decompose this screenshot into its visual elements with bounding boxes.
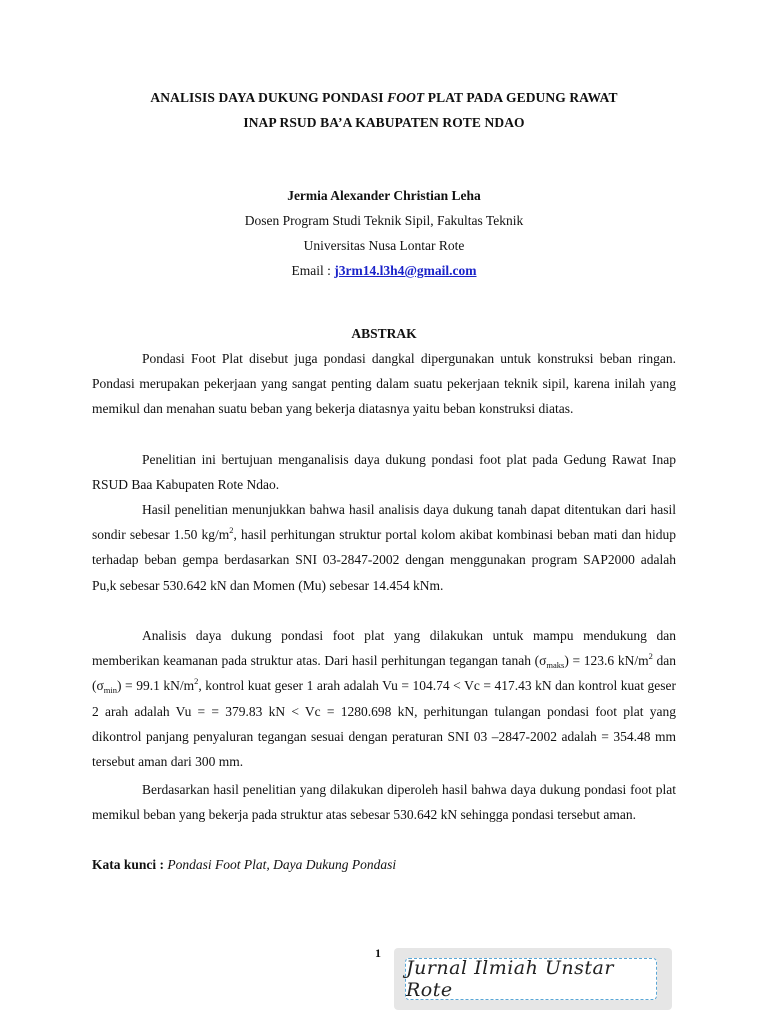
abstract-paragraph-5: Berdasarkan hasil penelitian yang dilakukan diperoleh hasil bahwa daya dukung pondasi foot plat memikul beban yang bekerja pada struktur atas sebesar 530.642 kN sehingga pondasi tersebut aman.: [92, 782, 676, 823]
title-part-2: PLAT PADA GEDUNG RAWAT: [424, 90, 618, 105]
p4-sub-min: min: [103, 685, 118, 696]
abstract-heading: ABSTRAK: [351, 326, 417, 341]
p4-text-b: ) = 123.6 kN/m: [564, 653, 649, 669]
author-affiliation-1: Dosen Program Studi Teknik Sipil, Fakultas Teknik: [244, 213, 524, 228]
page-number: 1: [375, 946, 381, 960]
p4-sup-1: 2: [648, 651, 653, 662]
title-line-2: INAP RSUD BA’A KABUPATEN ROTE NDAO: [243, 115, 525, 130]
paper-title: [92, 85, 676, 135]
email-link[interactable]: j3rm14.l3h4@gmail.com: [334, 263, 477, 278]
p3-text-b: , hasil perhitungan struktur portal kolom akibat kombinasi beban mati dan hidup terhadap beban gempa berdasarkan SNI 03-2847-2002 dengan menggunakan program SAP2000 adalah Pu,k sebesar 530.642 kN dan Momen (Mu) sebesar 14.454 kNm.: [92, 527, 677, 593]
p4-text-c: dan (σ: [92, 653, 676, 694]
author-email-line: [92, 258, 676, 283]
p4-sub-maks: maks: [546, 660, 565, 671]
keywords-label: Kata kunci :: [92, 857, 168, 872]
title-italic: FOOT: [387, 90, 425, 105]
email-label: Email :: [291, 263, 335, 278]
p3-text-a: Hasil penelitian menunjukkan bahwa hasil analisis daya dukung tanah dapat ditentukan dari hasil sondir sebesar 1.50 kg/m: [92, 502, 676, 543]
p4-text-d: ) = 99.1 kN/m: [117, 678, 195, 694]
keywords-value: Pondasi Foot Plat, Daya Dukung Pondasi: [167, 857, 397, 872]
title-part-1: ANALISIS DAYA DUKUNG PONDASI: [150, 90, 388, 105]
p4-text-a: Analisis daya dukung pondasi foot plat yang dilakukan untuk mampu mendukung dan memberikan keamanan pada struktur atas. Dari hasil perhitungan tegangan tanah (σ: [92, 628, 676, 669]
author-name: Jermia Alexander Christian Leha: [287, 188, 481, 203]
title-line-1: [92, 85, 676, 110]
abstract-paragraph-4: [92, 623, 676, 774]
p4-text-e: , kontrol kuat geser 1 arah adalah Vu = 104.74 < Vc = 417.43 kN dan kontrol kuat geser 2 arah adalah Vu = = 379.83 kN < Vc = 1280.698 kN, perhitungan tulangan pondasi foot plat yang dikontrol panjang penyaluran tegangan sesuai dengan peraturan SNI 03 –2847-2002 adalah = 354.48 mm tersebut aman dari 300 mm.: [92, 678, 676, 770]
p4-sup-2: 2: [194, 676, 199, 687]
journal-badge: Jurnal Ilmiah Unstar Rote: [405, 958, 657, 1000]
abstract-paragraph-3: [92, 497, 676, 598]
p3-sup: 2: [229, 525, 234, 536]
author-affiliation-2: Universitas Nusa Lontar Rote: [303, 238, 465, 253]
abstract-paragraph-2: Penelitian ini bertujuan menganalisis daya dukung pondasi foot plat pada Gedung Rawat Inap RSUD Baa Kabupaten Rote Ndao.: [92, 452, 676, 493]
abstract-paragraph-1: Pondasi Foot Plat disebut juga pondasi dangkal dipergunakan untuk konstruksi beban ringan. Pondasi merupakan pekerjaan yang sangat penting dalam suatu pekerjaan teknik sipil, karena inilah yang memikul dan menahan suatu beban yang bekerja diatasnya yaitu beban konstruksi diatas.: [92, 351, 676, 417]
keywords: [92, 852, 676, 877]
